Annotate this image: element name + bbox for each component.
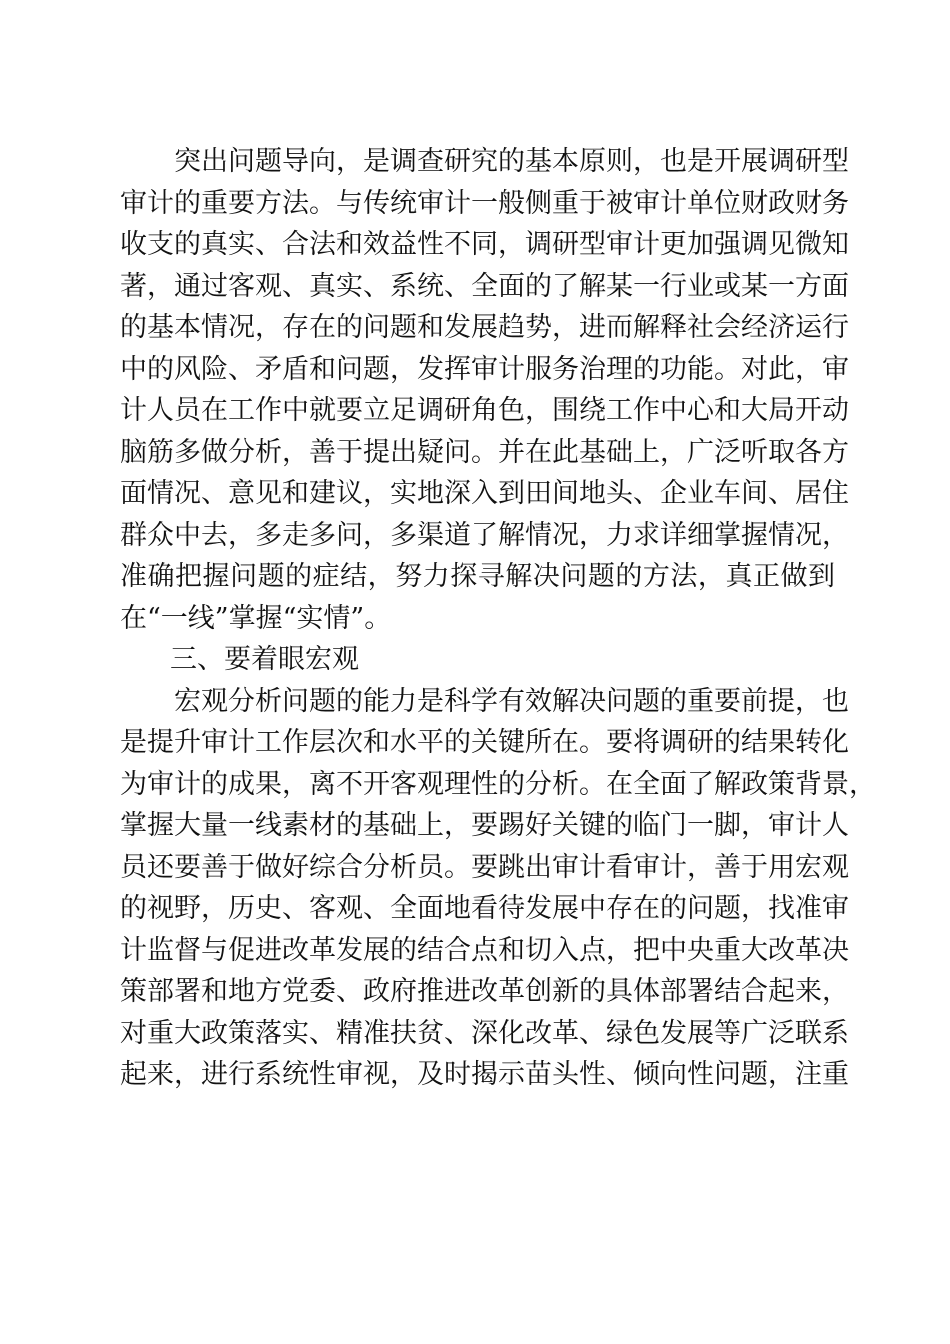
paragraph-line: 的视野，历史、客观、全面地看待发展中存在的问题，找准审 — [120, 893, 849, 924]
paragraph-line: 中的风险、矛盾和问题，发挥审计服务治理的功能。对此，审 — [120, 353, 849, 385]
paragraph-line: 突出问题导向，是调查研究的基本原则，也是开展调研型 — [174, 146, 849, 177]
paragraph-line: 脑筋多做分析，善于提出疑问。并在此基础上，广泛听取各方 — [120, 436, 849, 468]
paragraph-2 — [120, 681, 876, 1096]
paragraph-line: 掌握大量一线素材的基础上，要踢好关键的临门一脚，审计人 — [120, 810, 849, 841]
paragraph-line: 群众中去，多走多问，多渠道了解情况，力求详细掌握情况， — [120, 519, 849, 551]
paragraph-line: 计监督与促进改革发展的结合点和切入点，把中央重大改革决 — [120, 934, 849, 966]
paragraph-line: 对重大政策落实、精准扶贫、深化改革、绿色发展等广泛联系 — [120, 1017, 849, 1049]
document-body — [120, 141, 876, 1096]
paragraph-line: 起来，进行系统性审视，及时揭示苗头性、倾向性问题，注重 — [120, 1059, 849, 1090]
paragraph-line: 的基本情况，存在的问题和发展趋势，进而解释社会经济运行 — [120, 312, 849, 343]
paragraph-line: 准确把握问题的症结，努力探寻解决问题的方法，真正做到 — [120, 561, 835, 592]
paragraph-line: 在“一线”掌握“实情”。 — [120, 602, 392, 634]
paragraph-line: 审计的重要方法。与传统审计一般侧重于被审计单位财政财务 — [120, 187, 849, 219]
section-heading: 三、要着眼宏观 — [170, 644, 359, 675]
paragraph-line: 计人员在工作中就要立足调研角色，围绕工作中心和大局开动 — [120, 395, 849, 426]
paragraph-line: 宏观分析问题的能力是科学有效解决问题的重要前提，也 — [174, 685, 849, 717]
paragraph-line: 面情况、意见和建议，实地深入到田间地头、企业车间、居住 — [120, 478, 849, 509]
paragraph-line: 著，通过客观、真实、系统、全面的了解某一行业或某一方面 — [120, 270, 849, 302]
paragraph-line: 是提升审计工作层次和水平的关键所在。要将调研的结果转化 — [120, 727, 849, 758]
paragraph-line: 为审计的成果，离不开客观理性的分析。在全面了解政策背景， — [120, 768, 876, 800]
paragraph-line: 策部署和地方党委、政府推进改革创新的具体部署结合起来， — [120, 976, 849, 1007]
paragraph-line: 员还要善于做好综合分析员。要跳出审计看审计，善于用宏观 — [120, 851, 849, 883]
paragraph-1 — [120, 141, 849, 639]
paragraph-line: 收支的真实、合法和效益性不同，调研型审计更加强调见微知 — [120, 229, 849, 260]
